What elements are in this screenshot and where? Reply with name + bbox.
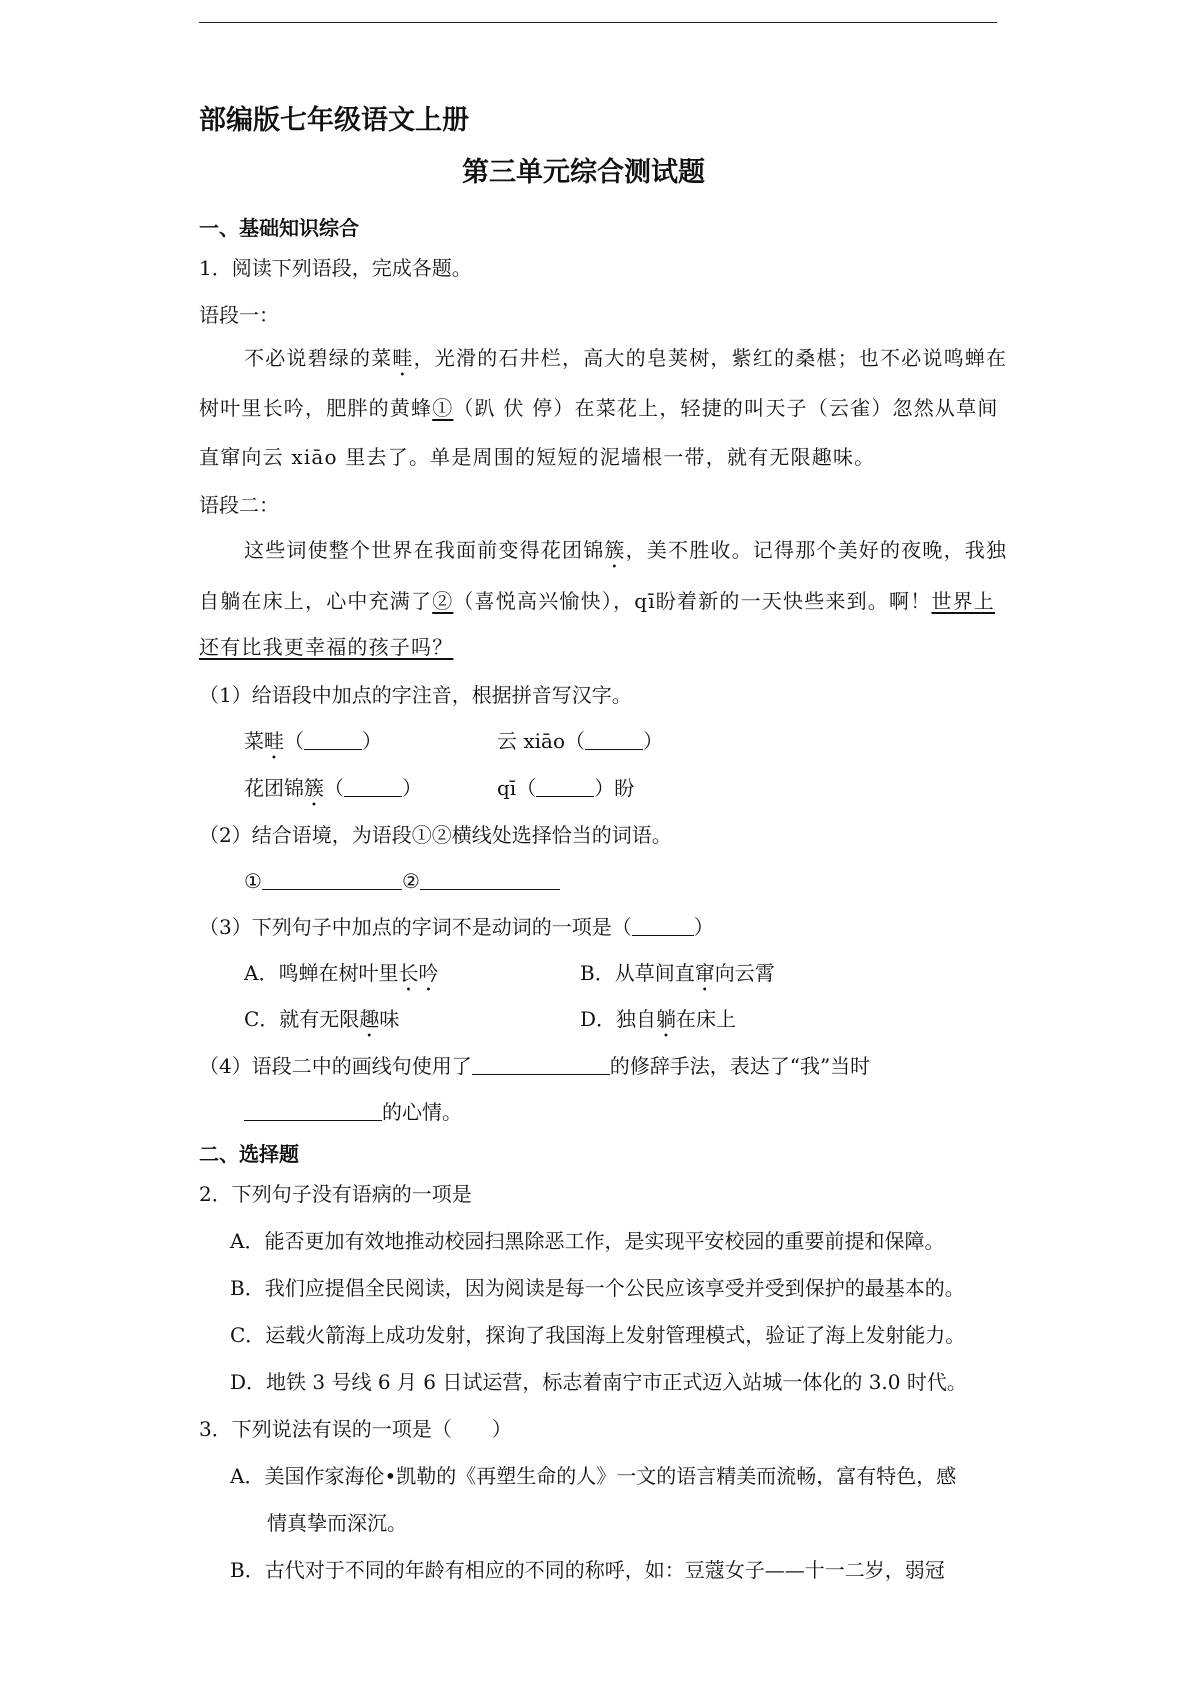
q3-option-a-line1[interactable]: A．美国作家海伦•凯勒的《再塑生命的人》一文的语言精美而流畅，富有特色，感 xyxy=(230,1464,957,1488)
passage2-line3 xyxy=(199,634,453,660)
option-text: 向云霄 xyxy=(714,961,775,985)
passage-text: 树叶里长吟，肥胖的黄蜂 xyxy=(199,396,433,420)
sub3-option-a[interactable] xyxy=(244,960,438,996)
sub1-answer1 xyxy=(244,728,382,764)
answer-word: 菜 xyxy=(244,729,264,753)
blank-marker-1: ① xyxy=(432,396,454,420)
passage2-line1 xyxy=(244,537,1007,573)
passage1-line2 xyxy=(199,395,999,421)
sub3-option-b[interactable] xyxy=(580,960,775,996)
q1-stem: 1．阅读下列语段，完成各题。 xyxy=(199,256,472,280)
dotted-char: 窜 xyxy=(694,961,715,985)
passage-text: （喜悦高兴愉快），qī盼着新的一天快些来到。啊！ xyxy=(453,589,932,613)
answer-blank[interactable] xyxy=(585,729,643,750)
underlined-sentence: 还有比我更幸福的孩子吗？ xyxy=(199,635,454,659)
paren: ）盼 xyxy=(594,776,635,800)
q2-option-c[interactable]: C．运载火箭海上成功发射，探询了我国海上发射管理模式，验证了海上发射能力。 xyxy=(230,1323,966,1347)
paren: （ xyxy=(284,729,304,753)
sub3-stem xyxy=(199,914,714,940)
paren: ） xyxy=(643,729,663,753)
answer-blank[interactable] xyxy=(472,1054,610,1075)
stem-text: （4）语段二中的画线句使用了 xyxy=(199,1054,472,1078)
passage-text: 自躺在床上，心中充满了 xyxy=(199,589,433,613)
dotted-char: 畦 xyxy=(264,729,284,753)
passage1-label: 语段一： xyxy=(199,303,279,327)
sub4-line1 xyxy=(199,1053,870,1079)
dotted-char: 趣 xyxy=(359,1007,380,1031)
sub1-stem: （1）给语段中加点的字注音，根据拼音写汉字。 xyxy=(199,683,632,707)
paren: （ xyxy=(324,776,344,800)
sub4-line2 xyxy=(244,1099,462,1125)
answer-blank[interactable] xyxy=(536,776,594,797)
option-text: D．独自 xyxy=(580,1007,657,1031)
answer-blank[interactable] xyxy=(262,869,402,890)
sub2-blanks xyxy=(244,868,560,894)
title-line1: 部编版七年级语文上册 xyxy=(199,105,469,136)
section1-heading: 一、基础知识综合 xyxy=(199,216,359,240)
passage-text: ，美不胜收。记得那个美好的夜晚，我独 xyxy=(625,538,1008,562)
sub1-answer4 xyxy=(497,775,634,801)
option-text: 在床上 xyxy=(676,1007,737,1031)
sub3-option-c[interactable] xyxy=(244,1006,399,1042)
header-rule xyxy=(199,22,997,23)
answer-word: qī（ xyxy=(497,776,537,800)
title-line2: 第三单元综合测试题 xyxy=(462,157,705,188)
passage-text: 不必说碧绿的菜 xyxy=(244,346,393,370)
sub1-answer2 xyxy=(497,728,663,754)
passage-text: ，光滑的石井栏，高大的皂荚树，紫红的桑椹；也不必说鸣蝉在 xyxy=(413,346,1008,370)
q2-stem: 2．下列句子没有语病的一项是 xyxy=(199,1182,472,1206)
paren: ） xyxy=(362,729,382,753)
answer-blank[interactable] xyxy=(244,1100,382,1121)
answer-word: 云 xiāo（ xyxy=(497,729,585,753)
answer-blank[interactable] xyxy=(420,869,560,890)
dotted-char: 躺 xyxy=(656,1007,677,1031)
paren: ） xyxy=(402,776,422,800)
stem-text: （3）下列句子中加点的字词不是动词的一项是（ xyxy=(199,915,632,939)
blank-marker-1: ① xyxy=(244,869,262,893)
underlined-sentence: 世界上 xyxy=(931,589,996,613)
answer-blank[interactable] xyxy=(632,915,694,936)
dotted-char: 簇 xyxy=(304,776,324,800)
section2-heading: 二、选择题 xyxy=(199,1142,299,1166)
blank-marker-2: ② xyxy=(401,869,420,893)
sub3-option-d[interactable] xyxy=(580,1006,736,1042)
dotted-char: 簇 xyxy=(604,538,626,562)
stem-text: 的修辞手法，表达了“我”当时 xyxy=(609,1054,871,1078)
option-text: A．鸣蝉在树叶里 xyxy=(244,961,399,985)
q2-option-a[interactable]: A．能否更加有效地推动校园扫黑除恶工作，是实现平安校园的重要前提和保障。 xyxy=(230,1229,945,1253)
option-text: B．从草间直 xyxy=(580,961,695,985)
passage2-line2 xyxy=(199,588,995,614)
blank-marker-2: ② xyxy=(432,589,454,613)
q3-option-a-line2: 情真挚而深沉。 xyxy=(267,1511,407,1535)
dotted-char: 长吟 xyxy=(398,961,439,985)
dotted-char: 畦 xyxy=(392,346,414,370)
sub2-stem: （2）结合语境，为语段①②横线处选择恰当的词语。 xyxy=(199,823,672,847)
passage1-line1 xyxy=(244,345,1007,381)
option-text: C．就有无限 xyxy=(244,1007,360,1031)
stem-text: 的心情。 xyxy=(382,1100,462,1124)
answer-word: 花团锦 xyxy=(244,776,304,800)
paren: ） xyxy=(693,915,714,939)
option-text: 味 xyxy=(379,1007,400,1031)
passage-text: （趴 伏 停）在菜花上，轻捷的叫天子（云雀）忽然从草间 xyxy=(453,396,999,420)
passage2-label: 语段二： xyxy=(199,493,279,517)
answer-blank[interactable] xyxy=(304,729,362,750)
sub1-answer3 xyxy=(244,775,422,811)
q3-option-b-line1[interactable]: B．古代对于不同的年龄有相应的不同的称呼，如：豆蔻女子——十一二岁，弱冠 xyxy=(230,1558,945,1582)
q2-option-d[interactable]: D．地铁 3 号线 6 月 6 日试运营，标志着南宁市正式迈入站城一体化的 3.0 时代。 xyxy=(230,1370,967,1394)
answer-blank[interactable] xyxy=(344,776,402,797)
passage-text: 这些词使整个世界在我面前变得花团锦 xyxy=(244,538,605,562)
q3-stem: 3．下列说法有误的一项是（ ） xyxy=(199,1417,512,1441)
q2-option-b[interactable]: B．我们应提倡全民阅读，因为阅读是每一个公民应该享受并受到保护的最基本的。 xyxy=(230,1276,965,1300)
passage1-line3: 直窜向云 xiāo 里去了。单是周围的短短的泥墙根一带，就有无限趣味。 xyxy=(199,445,876,469)
